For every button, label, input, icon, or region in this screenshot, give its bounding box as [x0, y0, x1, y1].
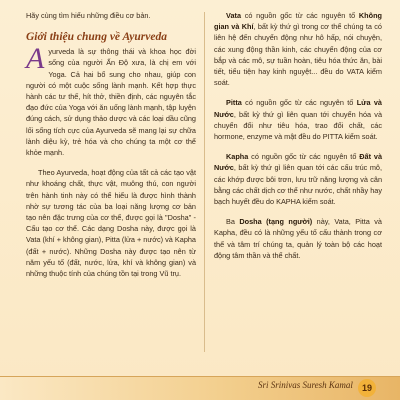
- pitta-elements: Lửa và Nước: [214, 98, 382, 119]
- vata-name: Vata: [226, 11, 242, 20]
- kapha-elements: Đất và Nước: [214, 152, 383, 173]
- right-column: [214, 10, 382, 270]
- author-signature: Sri Srinivas Suresh Kamal: [258, 380, 353, 390]
- summary-text-b: này, Vata, Pitta và Kapha, đều có là những yếu tố cấu thành trong cơ thể và tâm trí chúng ta, quản lý toàn bộ các hoạt động tâm thần và thể chất.: [214, 217, 382, 260]
- vata-text-b: , bất kỳ thứ gì trong cơ thể chúng ta có liên hệ đến chuyển động như hô hấp, nói chuyện, các xung động thần kinh, các chuyển động của cơ bắp và các mô, sự tuần hoàn, tiêu hóa thức ăn, bài tiết, tiểu tiện hay kinh nguyệt... đều do VATA kiểm soát.: [214, 22, 382, 88]
- vata-elements: Không gian và Khí: [214, 11, 382, 32]
- section-heading: Giới thiệu chung về Ayurveda: [26, 31, 167, 44]
- footer-rule: [0, 376, 400, 377]
- page-number: 19: [358, 379, 376, 397]
- dosha-paragraph: Theo Ayurveda, hoạt động của tất cả các tạo vật như khoáng chất, thực vật, muông thú, con người trên hành tinh này có thể hiểu là được hình thành nhờ sự tương tác của ba loại năng lượng cơ bản tạo nên đặc trưng của cơ thể, được gọi là "Dosha" - Cấu tạo cơ thể. Các dạng Dosha này, được gọi là Vata (khí + không gian), Pitta (lửa + nước) và Kapha (đất + nước). Những Dosha này được tạo nên từ năm yếu tố (đất, nước, lửa, khí và không gian) và những thuộc tính của chúng tồn tại trong Vũ trụ.: [26, 168, 196, 279]
- pitta-text-b: , bất kỳ thứ gì liên quan tới chuyển hóa và chuyển đổi như tiêu hóa, trao đổi chất, các hormone, enzyme và mật đều do PITTA kiểm soát.: [214, 109, 382, 142]
- pitta-paragraph: [214, 97, 382, 142]
- pitta-name: Pitta: [226, 98, 242, 108]
- intro-line: Hãy cùng tìm hiểu những điều cơ bản.: [26, 11, 151, 20]
- intro-paragraph-text: yurveda là sự thông thái và khoa học đời sống của người Ấn Độ xưa, là chị em với Yoga. Cả hai bổ sung cho nhau, giúp con người có một cuộc sống lành mạnh. Kết hợp thực hành các tư thế, hít thở, thiền định, các nguyên tắc đạo đức của Yoga với ăn uống lành mạnh, tập luyện đúng cách, sử dụng thảo dược và các loại dầu cũng lối sống tích cực của Ayurveda sẽ mang lại sự chữa lành diệu kỳ, trẻ hóa và cho chúng ta một cơ thể khỏe mạnh.: [26, 47, 196, 158]
- kapha-name: Kapha: [226, 152, 249, 162]
- pitta-text-a: có nguồn gốc từ các nguyên tố: [241, 98, 357, 108]
- summary-paragraph: [214, 216, 382, 261]
- vata-text-a: có nguồn gốc từ các nguyên tố: [241, 11, 359, 20]
- kapha-text-a: có nguồn gốc từ các nguyên tố: [248, 152, 360, 162]
- summary-term: Dosha (tạng người): [239, 217, 313, 227]
- summary-text-a: Ba: [226, 217, 240, 227]
- vata-paragraph: [214, 10, 382, 88]
- column-divider: [204, 12, 205, 352]
- intro-paragraph: [26, 42, 196, 158]
- drop-cap: A: [26, 42, 45, 76]
- kapha-text-b: , bất kỳ thứ gì liên quan tới các cấu trúc mô, các khớp được bôi trơn, lưu trữ năng lượng và cân bằng các chất dịch cơ thể như nước, chất nhầy hay bạch huyết đều do KAPHA kiểm soát.: [214, 163, 382, 207]
- kapha-paragraph: [214, 151, 382, 207]
- left-column: [26, 10, 196, 288]
